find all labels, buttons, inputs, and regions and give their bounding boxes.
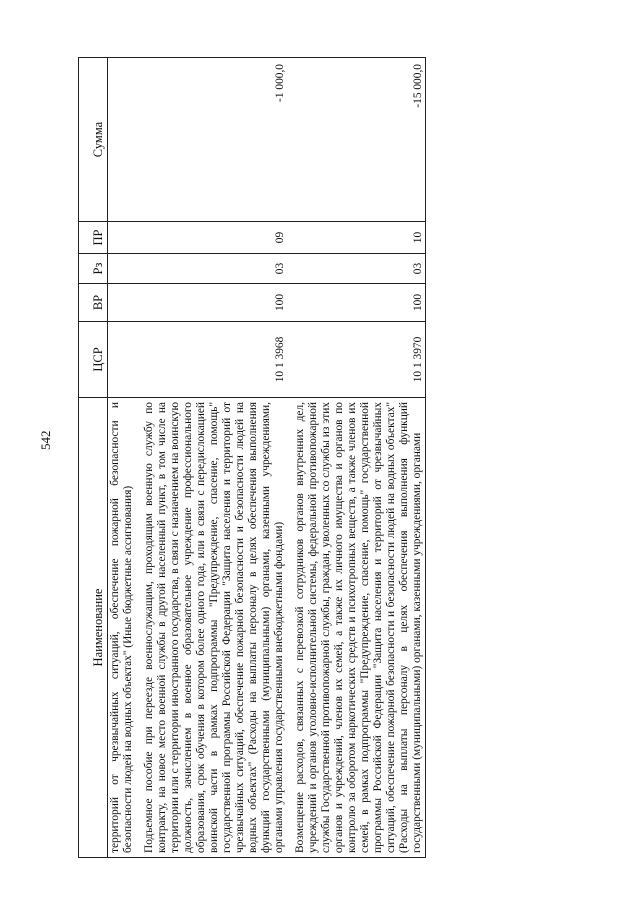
header-name: Наименование: [79, 398, 108, 858]
budget-table: [78, 57, 426, 858]
row-vr: 100: [293, 284, 426, 322]
row-pr: [108, 222, 137, 254]
table-row: [142, 58, 287, 858]
row-name: территорий от чрезвычайных ситуаций, обеспечение пожарной безопасности и безопасности людей на водных объектах" (Иные бюджетные ассигнования): [108, 398, 137, 858]
table-header-row: [79, 58, 108, 858]
row-rz: [108, 254, 137, 284]
row-vr: 100: [142, 284, 287, 322]
table-row: [293, 58, 426, 858]
row-sum: [108, 58, 137, 222]
rotated-page-content: [78, 58, 618, 858]
row-sum: -1 000,0: [142, 58, 287, 222]
row-pr: 10: [293, 222, 426, 254]
row-name: Подъемное пособие при переезде военнослужащим, проходящим военную службу по контракту, на новое место военной службы в другой населенный пункт, в том числе на территории или с территории иностранного государства, в связи с назначением на воинскую должность, зачислением в военное образовательное учреждение профессионального образования, срок обучения в котором более одного года, или в связи с передислокацией воинской части в рамках подпрограммы "Предупреждение, спасение, помощь" государственной программы Российской Федерации "Защита населения и территорий от чрезвычайных ситуаций, обеспечение пожарной безопасности и безопасности людей на водных объектах" (Расходы на выплаты персоналу в целях обеспечения выполнения функций государственными (муниципальными) органами, казенными учреждениями, органами управления государственными внебюджетными фондами): [142, 398, 287, 858]
header-csr: ЦСР: [79, 322, 108, 398]
header-vr: ВР: [79, 284, 108, 322]
row-csr: [108, 322, 137, 398]
table-row: [108, 58, 137, 858]
header-sum: Сумма: [79, 58, 108, 222]
row-rz: 03: [142, 254, 287, 284]
row-vr: [108, 284, 137, 322]
row-csr: 10 1 3968: [142, 322, 287, 398]
row-name: Возмещение расходов, связанных с перевозкой сотрудников органов внутренних дел, учреждений и органов уголовно-исполнительной системы, федеральной противопожарной службы Государственной противопожарной службы, граждан, уволенных со службы из этих органов и учреждений, членов их семей, а также их личного имущества и органов по контролю за оборотом наркотических средств и психотропных веществ, а также членов их семей, в рамках подпрограммы "Предупреждение, спасение, помощь" государственной программы Российской Федерации "Защита населения и территорий от чрезвычайных ситуаций, обеспечение пожарной безопасности и безопасности людей на водных объектах" (Расходы на выплаты персоналу в целях обеспечения выполнения функций государственными (муниципальными) органами, казенными учреждениями, органами: [293, 398, 426, 858]
row-pr: 09: [142, 222, 287, 254]
row-rz: 03: [293, 254, 426, 284]
header-rz: Рз: [79, 254, 108, 284]
row-sum: -15 000,0: [293, 58, 426, 222]
header-pr: ПР: [79, 222, 108, 254]
page-number: 542: [38, 430, 53, 450]
row-csr: 10 1 3970: [293, 322, 426, 398]
